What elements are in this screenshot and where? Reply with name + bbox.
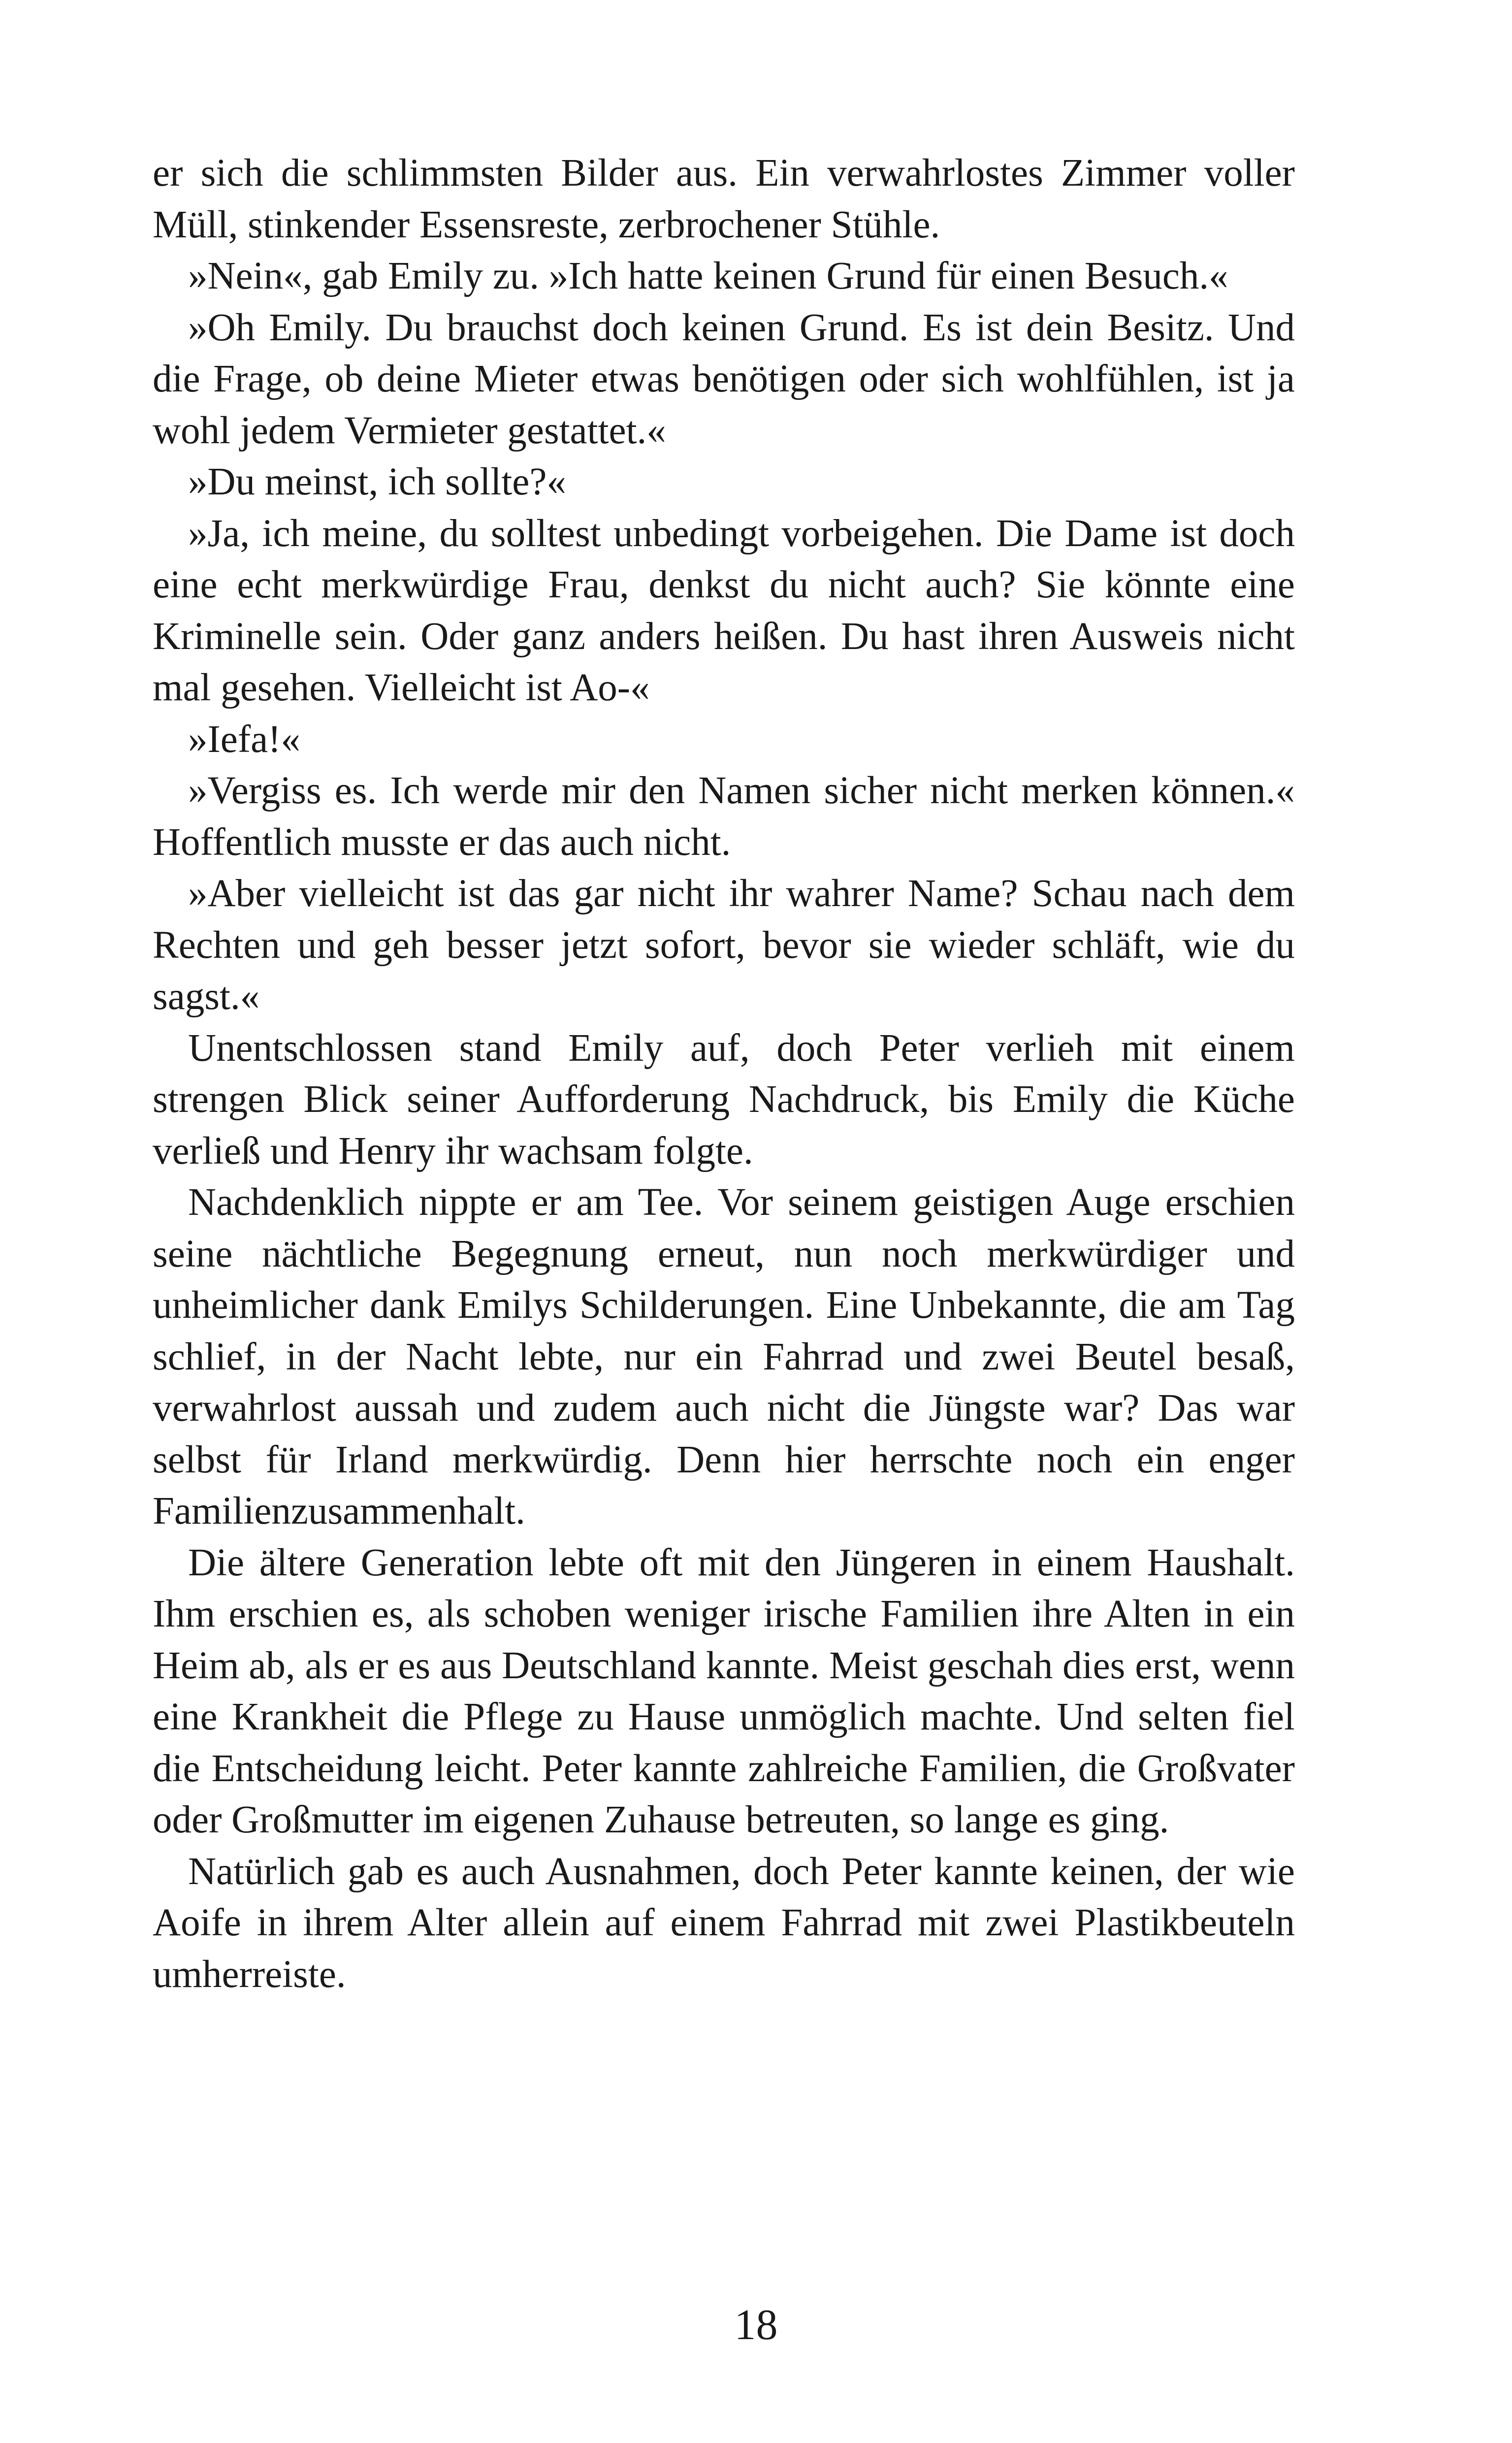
paragraph: »Iefa!« <box>188 717 301 761</box>
paragraph: Unentschlossen stand Emily auf, doch Peter verlieh mit einem strengen Blick seiner Aufforderung Nachdruck, bis Emily die Küche verließ und Henry ihr wachsam folgte. <box>153 1026 1295 1173</box>
paragraph: »Oh Emily. Du brauchst doch keinen Grund. Es ist dein Besitz. Und die Frage, ob deine Mieter etwas benötigen oder sich wohlfühlen, ist ja wohl jedem Vermieter gestattet.« <box>153 306 1295 452</box>
paragraph: »Du meinst, ich sollte?« <box>188 460 566 503</box>
body-text <box>153 148 1295 2000</box>
paragraph: Natürlich gab es auch Ausnahmen, doch Peter kannte keinen, der wie Aoife in ihrem Alter allein auf einem Fahrrad mit zwei Plastikbeuteln umherreiste. <box>153 1850 1295 1996</box>
paragraph: »Nein«, gab Emily zu. »Ich hatte keinen Grund für einen Besuch.« <box>188 255 1228 297</box>
paragraph: Nachdenklich nippte er am Tee. Vor seinem geistigen Auge erschien seine nächtliche Begegnung erneut, nun noch merkwürdiger und unheimlicher dank Emilys Schilderungen. Eine Unbekannte, die am Tag schlief, in der Nacht lebte, nur ein Fahrrad und zwei Beutel besaß, verwahrlost aussah und zudem auch nicht die Jüngste war? Das war selbst für Irland merkwürdig. Denn hier herrschte noch ein enger Familienzusammenhalt. <box>153 1181 1295 1532</box>
paragraph: er sich die schlimmsten Bilder aus. Ein verwahrlostes Zimmer voller Müll, stinkender Essensreste, zerbrochener Stühle. <box>153 152 1295 246</box>
paragraph: »Vergiss es. Ich werde mir den Namen sicher nicht merken können.« Hoffentlich musste er das auch nicht. <box>153 769 1295 864</box>
page-number: 18 <box>734 2301 778 2349</box>
paragraph: »Ja, ich meine, du solltest unbedingt vorbeigehen. Die Dame ist doch eine echt merkwürdige Frau, denkst du nicht auch? Sie könnte eine Kriminelle sein. Oder ganz anders heißen. Du hast ihren Ausweis nicht mal gesehen. Vielleicht ist Ao-« <box>153 512 1295 709</box>
paragraph: »Aber vielleicht ist das gar nicht ihr wahrer Name? Schau nach dem Rechten und geh besser jetzt sofort, bevor sie wieder schläft, wie du sagst.« <box>153 872 1295 1018</box>
paragraph: Die ältere Generation lebte oft mit den Jüngeren in einem Haushalt. Ihm erschien es, als schoben weniger irische Familien ihre Alten in ein Heim ab, als er es aus Deutschland kannte. Meist geschah dies erst, wenn eine Krankheit die Pflege zu Hause unmöglich machte. Und selten fiel die Entscheidung leicht. Peter kannte zahlreiche Familien, die Großvater oder Großmutter im eigenen Zuhause betreuten, so lange es ging. <box>153 1541 1295 1841</box>
